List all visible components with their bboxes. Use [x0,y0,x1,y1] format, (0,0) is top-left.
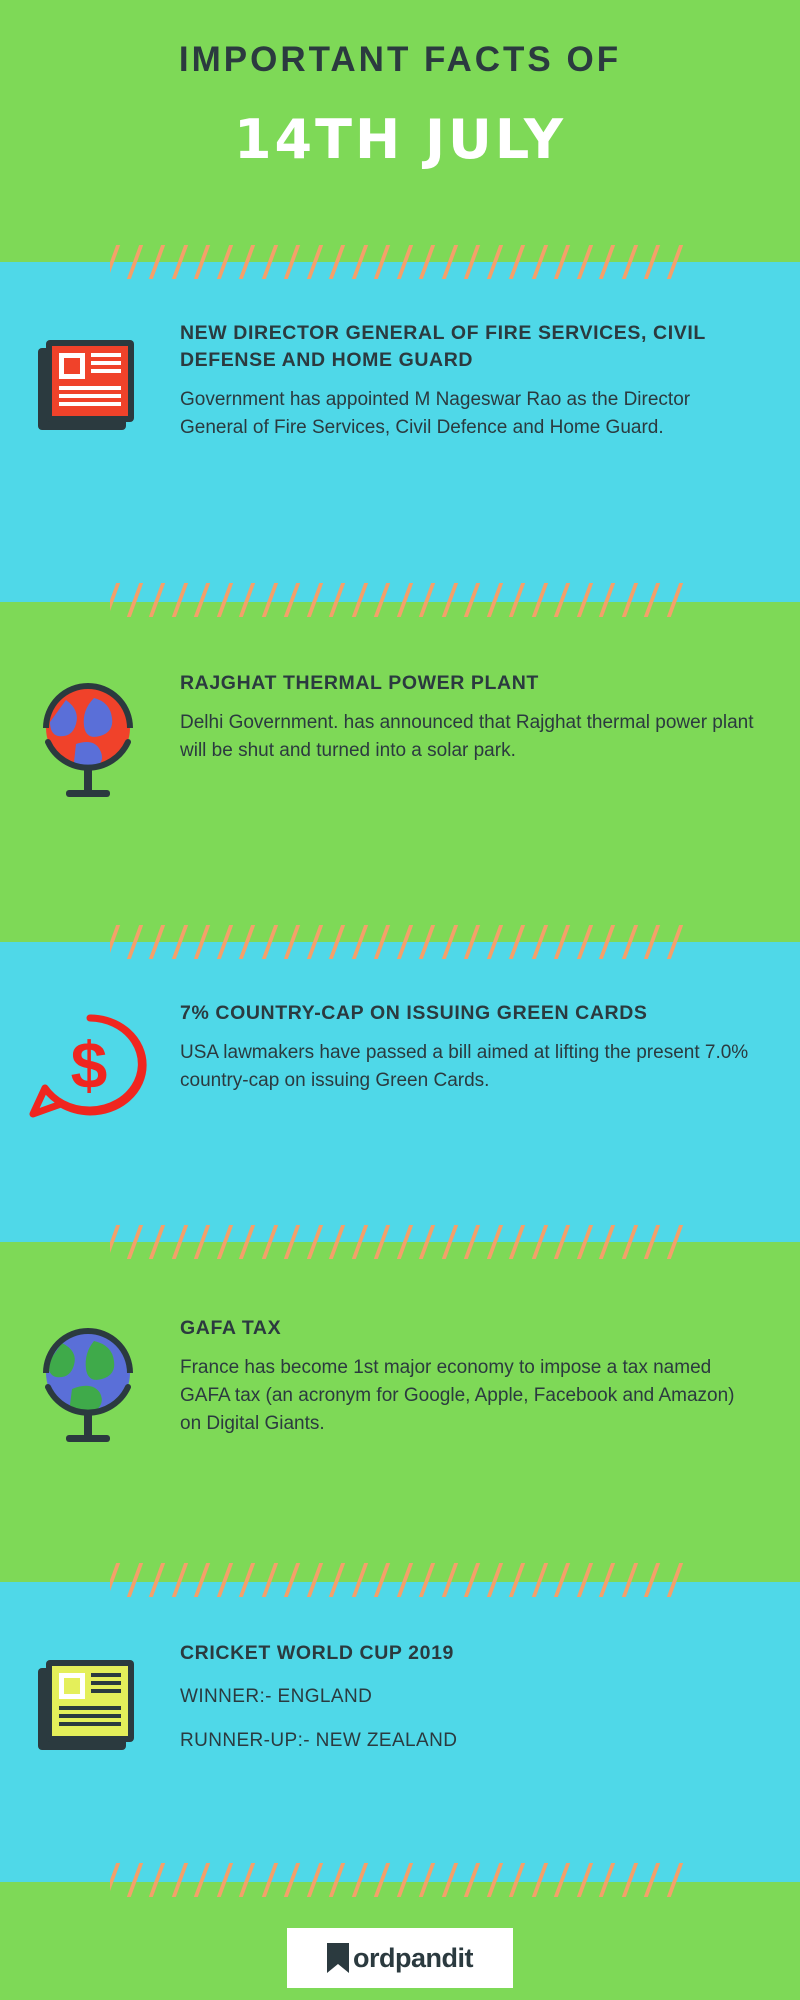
site-logo[interactable] [287,1928,513,1988]
fact-item-4 [0,1315,800,1451]
bookmark-icon [327,1943,349,1973]
logo-text: ordpandit [353,1942,473,1973]
fact-item-5 [0,1640,800,1762]
fact-item-1 [0,320,800,442]
fact-item-3 [0,1000,800,1136]
svg-text:$: $ [70,1028,108,1102]
page-subtitle: 14TH JULY [233,108,566,171]
fact-item-2 [0,670,800,806]
fact-title-4: GAFA TAX [180,1317,282,1339]
fact-text-3 [180,1000,800,1095]
fact-body-1: Government has appointed M Nageswar Rao as the Director General of Fire Services, Civil Defence and Home Guard. [180,388,691,438]
newspaper-icon [0,320,180,442]
fact-text-4 [180,1315,800,1438]
fact-body-3: USA lawmakers have passed a bill aimed at lifting the present 7.0% country-cap on issuing Green Cards. [180,1041,749,1091]
fact-title-3: 7% COUNTRY-CAP ON ISSUING GREEN CARDS [180,1002,648,1024]
fact-body-4: France has become 1st major economy to impose a tax named GAFA tax (an acronym for Google, Apple, Facebook and Amazon) on Digital Giants. [180,1356,735,1434]
fact-line-winner: WINNER:- ENGLAND [180,1685,373,1707]
globe-icon [0,1315,180,1451]
dollar-speech-icon [0,1000,180,1136]
fact-title-1: NEW DIRECTOR GENERAL OF FIRE SERVICES, CIVIL DEFENSE AND HOME GUARD [180,322,706,371]
newspaper-icon [0,1640,180,1762]
fact-title-5: CRICKET WORLD CUP 2019 [180,1642,454,1664]
globe-icon [0,670,180,806]
page-title: IMPORTANT FACTS OF [178,40,622,79]
fact-body-2: Delhi Government. has announced that Rajghat thermal power plant will be shut and turned into a solar park. [180,711,754,761]
fact-text-5 [180,1640,503,1756]
fact-line-runner-up: RUNNER-UP:- NEW ZEALAND [180,1730,458,1752]
poster-header [0,0,800,262]
fact-text-2 [180,670,800,765]
fact-title-2: RAJGHAT THERMAL POWER PLANT [180,672,539,694]
fact-text-1 [180,320,800,442]
